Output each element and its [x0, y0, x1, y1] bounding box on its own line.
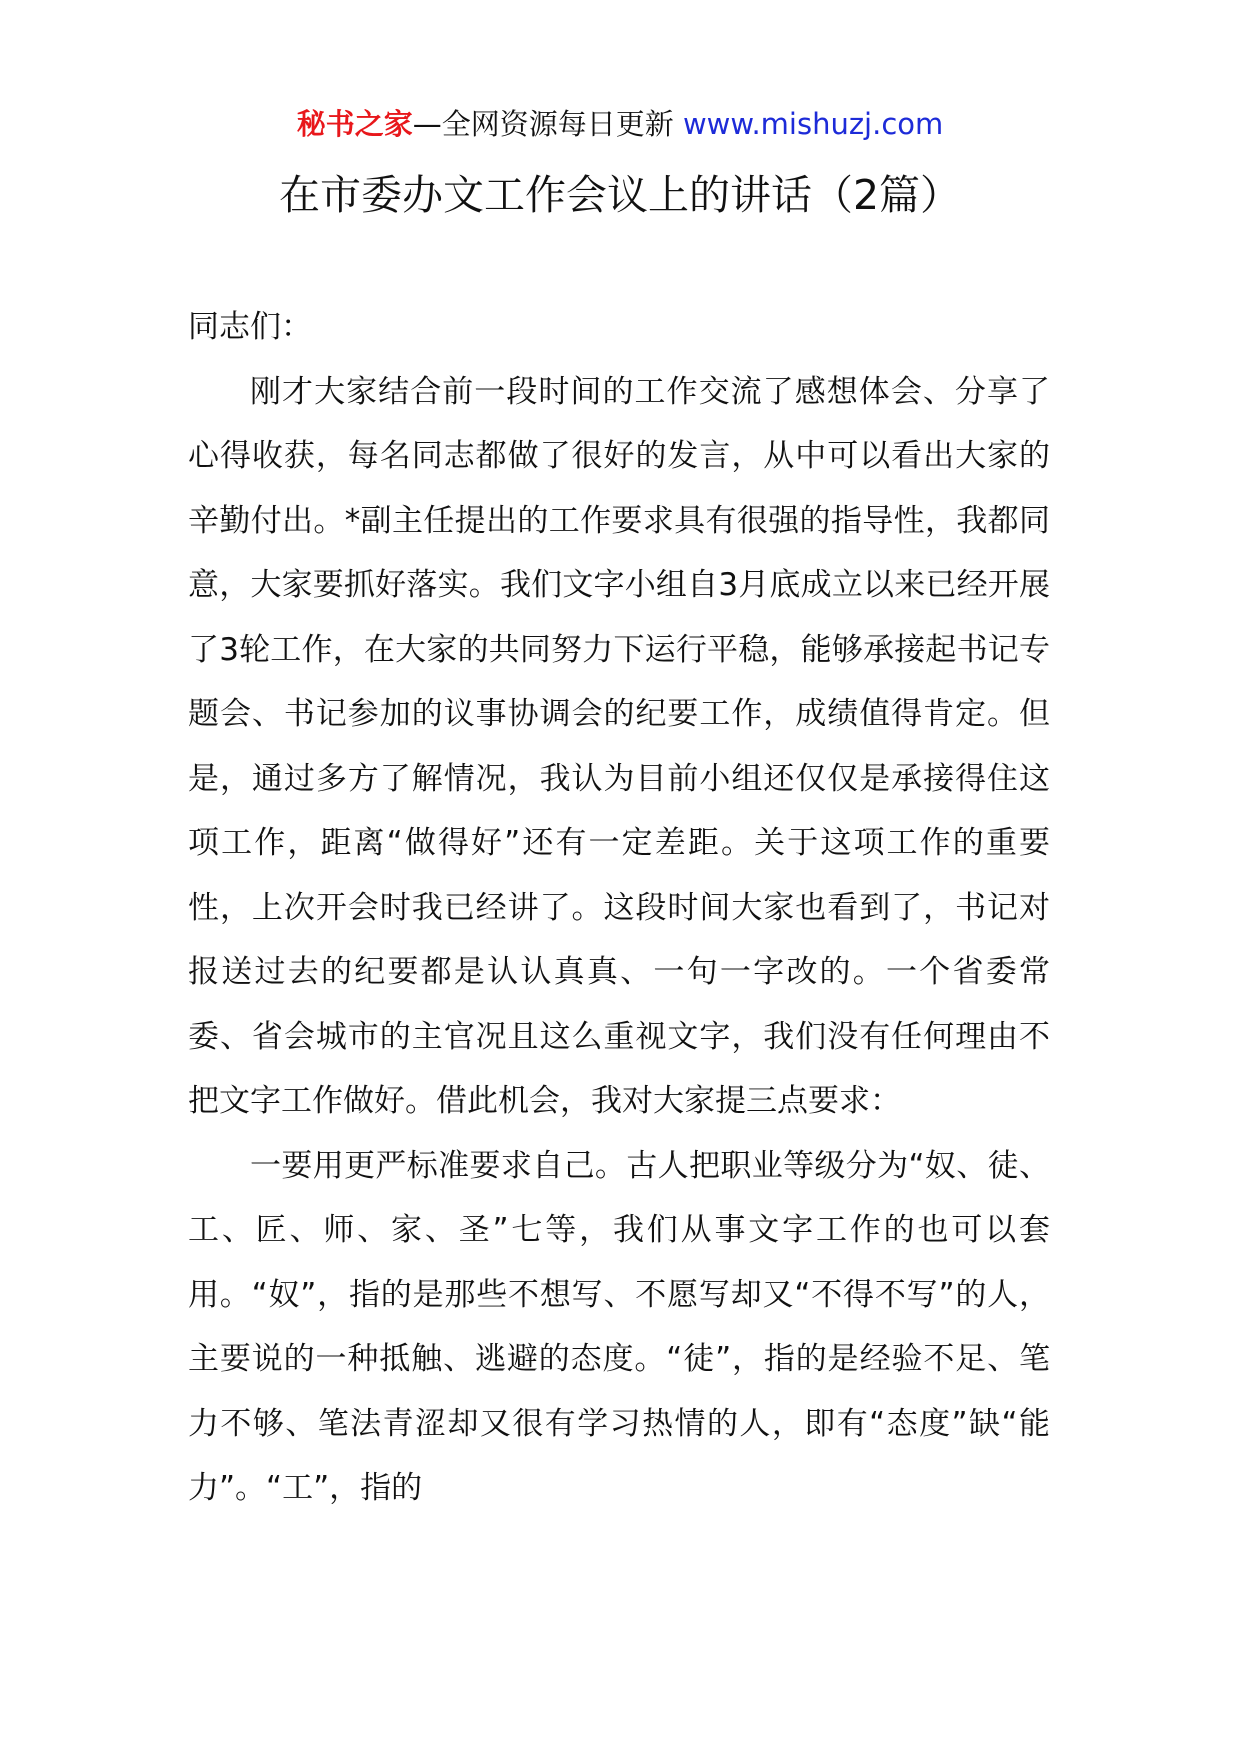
salutation: 同志们： — [188, 309, 312, 345]
body-paragraph: 刚才大家结合前一段时间的工作交流了感想体会、分享了心得收获，每名同志都做了很好的发言，从中可以看出大家的辛勤付出。*副主任提出的工作要求具有很强的指导性，我都同意，大家要抓好落实。我们文字小组自3月底成立以来已经开展了3轮工作，在大家的共同努力下运行平稳，能够承接起书记专题会、书记参加的议事协调会的纪要工作，成绩值得肯定。但是，通过多方了解情况，我认为目前小组还仅仅是承接得住这项工作，距离“做得好”还有一定差距。关于这项工作的重要性，上次开会时我已经讲了。这段时间大家也看到了，书记对报送过去的纪要都是认认真真、一句一字改的。一个省委常委、省会城市的主官况且这么重视文字，我们没有任何理由不把文字工作做好。借此机会，我对大家提三点要求： — [188, 373, 1050, 1119]
header-slogan: —全网资源每日更新 — [412, 107, 683, 141]
site-url[interactable]: www.mishuzj.com — [682, 107, 944, 141]
brand-name: 秘书之家 — [296, 107, 413, 141]
site-header — [0, 104, 1240, 144]
document-body — [188, 295, 1050, 1521]
document-title: 在市委办文工作会议上的讲话（2篇） — [278, 171, 962, 219]
body-paragraph: 一要用更严标准要求自己。古人把职业等级分为“奴、徒、工、匠、师、家、圣”七等，我们从事文字工作的也可以套用。“奴”，指的是那些不想写、不愿写却又“不得不写”的人，主要说的一种抵触、逃避的态度。“徒”，指的是经验不足、笔力不够、笔法青涩却又很有学习热情的人，即有“态度”缺“能力”。“工”，指的 — [188, 1147, 1050, 1506]
